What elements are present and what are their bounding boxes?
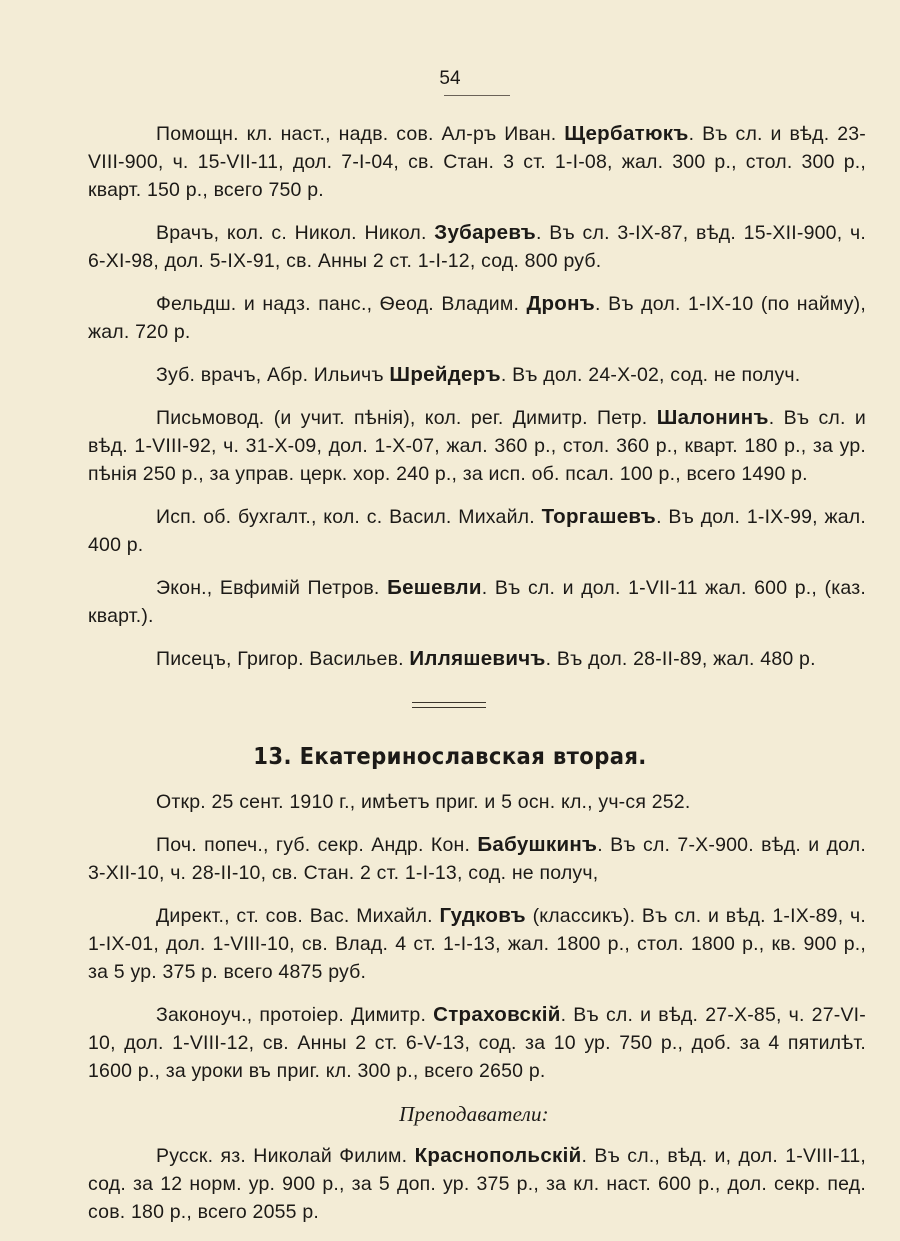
teacher-entry: Русск. яз. Николай Филим. Краснопольскій. Въ сл., вѣд. и, дол. 1-VIII-11, сод. за 12 норм. ур. 900 р., за 5 доп. ур. 375 р., за кл. наст. 600 р., дол. секр. пед. сов. 180 р., всего 2055 р. (88, 1144, 866, 1223)
surname: Бешевли (387, 576, 482, 599)
staff-entry: Поч. попеч., губ. секр. Андр. Кон. Бабушкинъ. Въ сл. 7-X-900. вѣд. и дол. 3-XII-10, ч. 28-II-10, св. Стан. 2 ст. 1-I-13, сод. не получ, (88, 833, 866, 884)
page-number: 54 (439, 68, 461, 89)
surname: Бабушкинъ (477, 833, 598, 856)
surname: Гудковъ (439, 904, 526, 927)
surname: Шалонинъ (656, 406, 769, 429)
surname: Зубаревъ (434, 221, 536, 244)
section-title: 13. Екатеринославская вторая. (253, 744, 647, 770)
staff-entry: Письмовод. (и учит. пѣнія), кол. рег. Димитр. Петр. Шалонинъ. Въ сл. и вѣд. 1-VIII-92, ч. 31-X-09, дол. 1-X-07, жал. 360 р., стол. 360 р., кварт. 180 р., за ур. пѣнія 250 р., за управ. церк. хор. 240 р., за исп. об. псал. 100 р., всего 1490 р. (88, 406, 867, 485)
staff-entry: Писецъ, Григор. Васильев. Илляшевичъ. Въ дол. 28-II-89, жал. 480 р. (156, 647, 816, 670)
staff-entry: Зуб. врачъ, Абр. Ильичъ Шрейдеръ. Въ дол. 24-X-02, сод. не получ. (156, 363, 801, 386)
school-opening-info: Откр. 25 сент. 1910 г., имѣетъ приг. и 5 осн. кл., уч-ся 252. (156, 791, 691, 813)
staff-entry: Исп. об. бухгалт., кол. с. Васил. Михайл. Торгашевъ. Въ дол. 1-IX-99, жал. 400 р. (88, 505, 866, 556)
school-section (88, 788, 866, 1241)
staff-entry: Законоуч., протоіер. Димитр. Страховскій. Въ сл. и вѣд. 27-X-85, ч. 27-VI-10, дол. 1-VIII-12, св. Анны 2 ст. 6-V-13, сод. за 10 ур. 750 р., доб. за 4 пятилѣт. 1600 р., за уроки въ приг. кл. 300 р., всего 2650 р. (88, 1003, 866, 1082)
surname: Торгашевъ (541, 505, 657, 528)
page-number-rule (444, 95, 510, 96)
staff-entry: Помощн. кл. наст., надв. сов. Ал-ръ Иван. Щербатюкъ. Въ сл. и вѣд. 23-VIII-900, ч. 15-VII-11, дол. 7-I-04, св. Стан. 3 ст. 1-I-08, жал. 300 р., стол. 300 р., кварт. 150 р., всего 750 р. (88, 122, 866, 201)
staff-entry: Директ., ст. сов. Вас. Михайл. Гудковъ (классикъ). Въ сл. и вѣд. 1-IX-89, ч. 1-IX-01, дол. 1-VIII-10, св. Влад. 4 ст. 1-I-13, жал. 1800 р., стол. 1800 р., кв. 900 р., за 5 ур. 375 р. всего 4875 руб. (88, 904, 866, 983)
staff-list-top (88, 120, 866, 688)
staff-entry: Фельдш. и надз. панс., Ѳеод. Владим. Дронъ. Въ дол. 1-IX-10 (по найму), жал. 720 р. (88, 292, 866, 343)
teachers-subheading: Преподаватели: (399, 1102, 549, 1126)
surname: Дронъ (526, 292, 596, 315)
section-divider (412, 702, 486, 708)
staff-entry: Врачъ, кол. с. Никол. Никол. Зубаревъ. Въ сл. 3-IX-87, вѣд. 15-XII-900, ч. 6-XI-98, дол. 5-IX-91, св. Анны 2 ст. 1-I-12, сод. 800 руб. (88, 221, 866, 272)
surname: Краснопольскій (414, 1144, 582, 1167)
surname: Шрейдеръ (389, 363, 501, 386)
surname: Щербатюкъ (564, 122, 689, 145)
surname: Страховскій (433, 1003, 561, 1026)
staff-entry: Экон., Евфимій Петров. Бешевли. Въ сл. и дол. 1-VII-11 жал. 600 р., (каз. кварт.). (88, 576, 866, 627)
surname: Илляшевичъ (409, 647, 546, 670)
